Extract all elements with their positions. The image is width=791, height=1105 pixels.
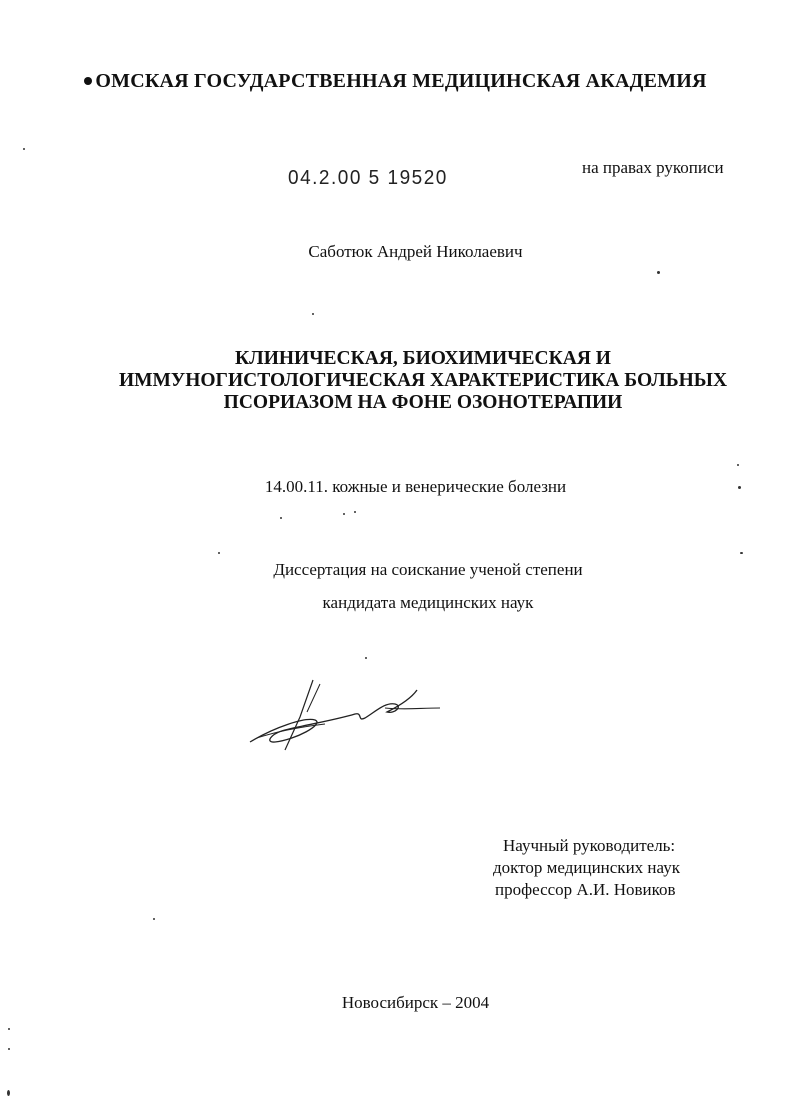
institution-header: [0, 70, 791, 93]
scan-speck: [7, 1090, 10, 1096]
author-name: Саботюк Андрей Николаевич: [308, 242, 523, 261]
scan-speck: [280, 517, 282, 519]
rights-note: на правах рукописи: [582, 158, 724, 177]
author-signature: [245, 672, 445, 762]
degree-line-2: кандидата медицинских наук: [322, 593, 534, 612]
scan-speck: [8, 1028, 10, 1030]
scan-speck: [657, 271, 660, 274]
scan-speck: [354, 511, 356, 513]
scan-speck: [23, 148, 25, 150]
supervisor-label: Научный руководитель:: [503, 836, 676, 855]
dissertation-title: [0, 348, 791, 414]
scan-speck: [737, 464, 739, 466]
supervisor-degree: доктор медицинских наук: [493, 858, 680, 877]
scan-speck: [365, 657, 367, 659]
supervisor-block: [493, 835, 680, 901]
supervisor-name: профессор А.И. Новиков: [495, 880, 676, 899]
title-line-1: КЛИНИЧЕСКАЯ, БИОХИМИЧЕСКАЯ И: [235, 348, 611, 369]
scan-speck: [740, 552, 743, 554]
archive-stamp-number: 04.2.00 5 19520: [288, 167, 448, 190]
city-year: Новосибирск – 2004: [341, 993, 490, 1012]
scan-speck: [312, 313, 314, 315]
title-line-3: ПСОРИАЗОМ НА ФОНЕ ОЗОНОТЕРАПИИ: [223, 392, 623, 413]
institution-name: ОМСКАЯ ГОСУДАРСТВЕННАЯ МЕДИЦИНСКАЯ АКАДЕМИЯ: [95, 70, 707, 92]
scan-speck: [738, 486, 741, 489]
bullet-mark: [84, 77, 92, 85]
scan-speck: [343, 513, 345, 515]
title-line-2: ИММУНОГИСТОЛОГИЧЕСКАЯ ХАРАКТЕРИСТИКА БОЛЬНЫХ: [118, 370, 728, 391]
scan-speck: [153, 918, 155, 920]
specialty-code: 14.00.11. кожные и венерические болезни: [264, 477, 567, 496]
scan-speck: [218, 552, 220, 554]
degree-line-1: Диссертация на соискание ученой степени: [273, 560, 583, 579]
scan-speck: [8, 1048, 10, 1050]
